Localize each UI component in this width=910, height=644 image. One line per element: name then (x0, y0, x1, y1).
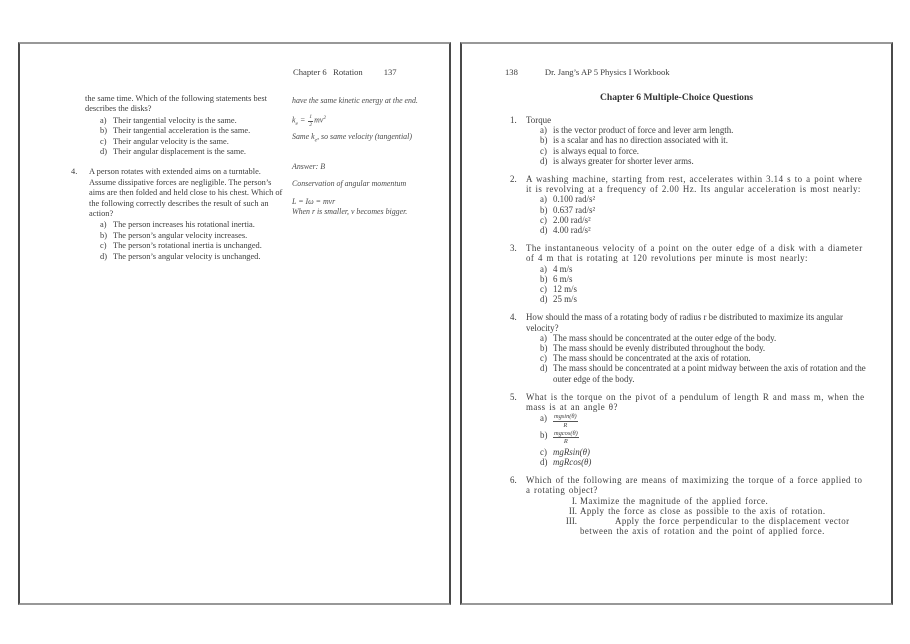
question-text: What is the torque on the pivot of a pendulum of length R and mass m, when the mass is at an angle θ? (526, 391, 865, 413)
question-6 (510, 475, 866, 536)
roman-text: Maximize the magnitude of the applied force. (580, 495, 769, 506)
main-text-column (71, 94, 286, 262)
option-label: a) (540, 263, 547, 274)
equals-sign: = (298, 115, 308, 125)
answer-option (540, 135, 866, 145)
answer-option (540, 274, 866, 284)
option-text: Their tangential velocity is the same. (113, 115, 237, 125)
fraction-numerator: 1 (309, 114, 313, 121)
question-1 (510, 115, 866, 166)
margin-notes-column (292, 96, 436, 217)
fraction-formula (553, 413, 578, 429)
option-text: 4.00 rad/s² (553, 225, 591, 236)
option-label: c) (540, 446, 547, 457)
page-138 (460, 42, 893, 605)
section-title: Chapter 6 Multiple-Choice Questions (599, 92, 754, 103)
option-text: is always greater for shorter lever arms. (553, 155, 694, 166)
option-text: is the vector product of force and lever arm length. (553, 125, 734, 136)
option-label: c) (100, 241, 107, 251)
option-label: d) (100, 251, 107, 261)
option-label: b) (540, 343, 548, 354)
fraction-numerator: mgsin(θ) (554, 413, 577, 421)
page-number: 137 (383, 67, 397, 77)
formula-subscript: e (295, 121, 298, 128)
option-text: The person’s rotational inertia is unchanged. (113, 241, 262, 251)
question-number: 1. (510, 115, 517, 125)
question-number: 6. (510, 475, 517, 486)
answer-options (540, 125, 866, 166)
page-header (293, 67, 397, 77)
one-half-fraction (308, 114, 313, 128)
answer-option (540, 225, 866, 235)
formula-tail: mv (314, 115, 324, 125)
option-text: 25 m/s (553, 294, 577, 305)
answer-options (540, 194, 866, 235)
formula-symbol: k (292, 115, 296, 125)
answer-options (540, 413, 866, 467)
option-text: The mass should be concentrated at the outer edge of the body. (553, 332, 777, 343)
roman-item (565, 496, 866, 506)
question-number: 3. (510, 243, 517, 254)
option-text: Their angular velocity is the same. (113, 136, 229, 146)
option-label: d) (100, 147, 107, 157)
answer-options (540, 264, 866, 305)
answer-option (540, 294, 866, 304)
roman-text: Apply the force perpendicular to the displacement vector between the axis of rotation and the point of applied force. (580, 515, 850, 537)
option-text: mgRsin(θ) (553, 446, 590, 457)
question-number: 4. (510, 312, 517, 323)
option-text: The person increases his rotational inertia. (113, 220, 255, 230)
option-text: 0.637 rad/s² (553, 204, 596, 215)
roman-label: III. (565, 515, 577, 526)
roman-numeral-list (565, 496, 866, 537)
option-text: 2.00 rad/s² (553, 214, 591, 225)
angular-momentum-formula: L = Iω = mvr (292, 196, 336, 206)
answer-option (540, 215, 866, 225)
option-text: The mass should be evenly distributed throughout the body. (553, 343, 766, 354)
answer-option (540, 194, 866, 204)
answer-option (540, 146, 866, 156)
question-text: A person rotates with extended aims on a turntable. Assume dissipative forces are negligible. The person’s aims are then folded and held close to his chest. Which of the following correctly describes the result of such an action? (89, 167, 283, 219)
question-number: 5. (510, 391, 517, 402)
option-label: c) (100, 136, 107, 146)
option-text: The person’s angular velocity increases. (113, 230, 248, 240)
option-label: a) (540, 332, 547, 343)
option-text: The mass should be concentrated at the axis of rotation. (553, 353, 751, 364)
roman-text: Apply the force as close as possible to the axis of rotation. (580, 505, 826, 516)
answer-option (540, 363, 866, 383)
roman-item (565, 516, 866, 536)
option-label: d) (540, 225, 548, 236)
option-label: b) (540, 273, 548, 284)
option-label: c) (540, 145, 547, 156)
option-label: a) (540, 413, 547, 424)
answer-option (540, 333, 866, 343)
option-text: 0.100 rad/s² (553, 194, 596, 205)
question-text: Which of the following are means of maximizing the torque of a force applied to a rotating object? (526, 475, 863, 496)
answer-option (100, 241, 286, 251)
option-label: a) (100, 220, 107, 230)
answer-option (540, 264, 866, 274)
book-title-header: Dr. Jang’s AP 5 Physics I Workbook (544, 67, 670, 77)
fraction-denominator: 2 (309, 121, 313, 128)
fraction-denominator: R (563, 438, 568, 446)
option-text: The mass should be concentrated at a point midway between the axis of rotation and the outer edge of the body. (553, 363, 866, 384)
question-continuation-text: the same time. Which of the following statements best describes the disks? (85, 94, 267, 114)
option-text: 6 m/s (553, 273, 573, 284)
answer-option (540, 413, 866, 429)
kinetic-energy-formula (292, 113, 436, 129)
option-label: b) (100, 126, 107, 136)
chapter-header-text: Chapter 6 Rotation (293, 67, 363, 77)
answer-option (100, 126, 286, 136)
answer-option (540, 284, 866, 294)
answer-option (540, 205, 866, 215)
option-label: c) (540, 214, 547, 225)
fraction-formula (553, 430, 579, 446)
question-text: The instantaneous velocity of a point on the outer edge of a disk with a diameter of 4 m that is rotating at 120 revolutions per minute is most nearly: (526, 243, 863, 264)
option-label: a) (540, 125, 547, 136)
answer-option (100, 252, 286, 262)
roman-label: II. (568, 505, 577, 516)
option-text: Their tangential acceleration is the same. (113, 126, 251, 136)
answer-options (100, 220, 286, 262)
option-label: d) (540, 363, 548, 374)
option-text: 4 m/s (553, 263, 573, 274)
question-number: 2. (510, 174, 517, 185)
option-label: c) (540, 284, 547, 295)
option-label: b) (540, 204, 548, 215)
margin-note-same-ke: Same $k_e$, so same velocity (tangential) (292, 131, 412, 144)
option-text: mgRcos(θ) (553, 456, 592, 467)
answer-option (540, 156, 866, 166)
option-label: a) (100, 115, 107, 125)
option-label: c) (540, 353, 547, 364)
fraction-numerator: mgcos(θ) (554, 430, 578, 437)
option-label: d) (540, 155, 548, 166)
answer-option (540, 353, 866, 363)
formula-exponent: 2 (323, 115, 327, 122)
question-text: A washing machine, starting from rest, accelerates within 3.14 s to a point where it is revolving at a frequency of 2.00 Hz. Its angular acceleration is most nearly: (526, 174, 863, 195)
margin-note-kinetic: have the same kinetic energy at the end. (292, 96, 418, 105)
fraction-denominator: R (563, 421, 568, 429)
option-text: Their angular displacement is the same. (113, 147, 247, 157)
answer-option (100, 231, 286, 241)
answer-options (540, 333, 866, 384)
option-label: d) (540, 456, 548, 467)
answer-option (100, 116, 286, 126)
margin-answer: Answer: B (292, 162, 326, 172)
answer-option (540, 343, 866, 353)
answer-option (540, 457, 866, 467)
question-3 (510, 243, 866, 304)
option-label: b) (100, 230, 107, 240)
option-label: b) (540, 135, 548, 146)
page-number: 138 (505, 67, 518, 77)
option-label: b) (540, 430, 548, 440)
question-4 (71, 167, 286, 219)
questions-column (510, 115, 866, 544)
roman-item (565, 506, 866, 516)
answer-option (100, 147, 286, 157)
page-137 (18, 42, 451, 605)
question-text: How should the mass of a rotating body of radius r be distributed to maximize its angular velocity? (526, 312, 843, 333)
roman-label: I. (571, 495, 577, 506)
margin-note-smaller-r: When r is smaller, v becomes bigger. (292, 207, 408, 216)
margin-note-conservation: Conservation of angular momentum (292, 178, 407, 188)
option-text: The person’s angular velocity is unchanged. (113, 251, 261, 261)
option-label: a) (540, 194, 547, 205)
option-text: is a scalar and has no direction associated with it. (553, 135, 728, 146)
option-label: d) (540, 294, 548, 305)
question-number: 4. (71, 167, 78, 177)
answer-option (100, 137, 286, 147)
page-header (505, 67, 670, 77)
answer-option (540, 125, 866, 135)
question-5 (510, 392, 866, 467)
answer-option (100, 220, 286, 230)
answer-option (540, 430, 866, 446)
question-text: Torque (526, 115, 552, 125)
option-text: 12 m/s (553, 284, 577, 295)
question-4 (510, 312, 866, 383)
question-2 (510, 174, 866, 235)
option-text: is always equal to force. (553, 145, 640, 156)
answer-options (100, 116, 286, 158)
answer-option (540, 447, 866, 457)
